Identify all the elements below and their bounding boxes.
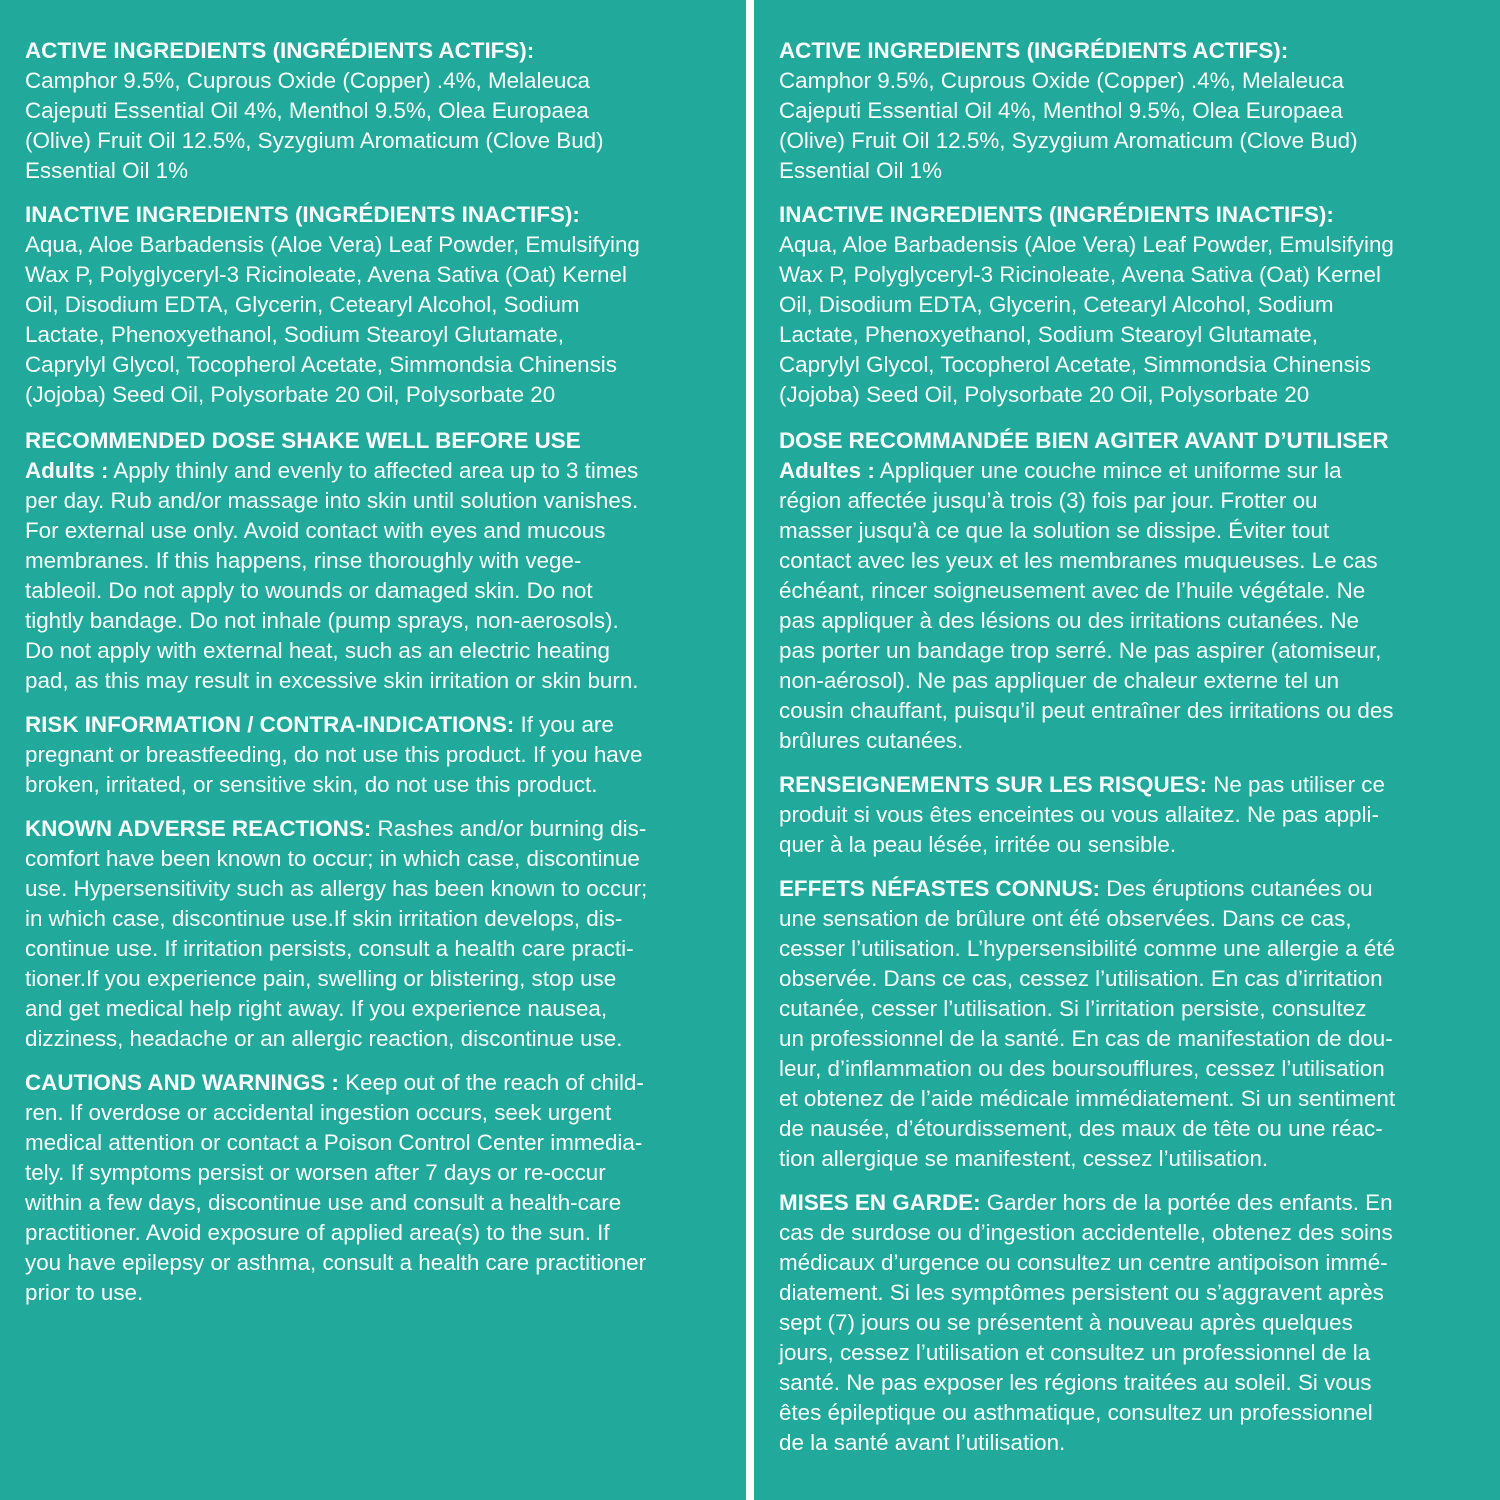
text-line: Wax P, Polyglyceryl-3 Ricinoleate, Avena Sativa (Oat) Kernel <box>779 262 1381 287</box>
section-heading: INACTIVE INGREDIENTS (INGRÉDIENTS INACTIFS): <box>779 202 1334 227</box>
text-line: dizziness, headache or an allergic reaction, discontinue use. <box>25 1026 623 1051</box>
risk-information-section <box>779 770 1476 860</box>
text-line: de la santé avant l’utilisation. <box>779 1430 1066 1455</box>
text-line: pregnant or breastfeeding, do not use this product. If you have <box>25 742 643 767</box>
text-line: Wax P, Polyglyceryl-3 Ricinoleate, Avena Sativa (Oat) Kernel <box>25 262 627 287</box>
text-line: pad, as this may result in excessive skin irritation or skin burn. <box>25 668 639 693</box>
text-line: diatement. Si les symptômes persistent ou s’aggravent après <box>779 1280 1384 1305</box>
text-line: brûlures cutanées. <box>779 728 964 753</box>
audience-label: Adultes : <box>779 458 875 483</box>
text-line: broken, irritated, or sensitive skin, do not use this product. <box>25 772 598 797</box>
text-line: une sensation de brûlure ont été observées. Dans ce cas, <box>779 906 1352 931</box>
text-line: ren. If overdose or accidental ingestion occurs, seek urgent <box>25 1100 612 1125</box>
section-heading: CAUTIONS AND WARNINGS : <box>25 1070 339 1095</box>
text-line: sept (7) jours ou se présentent à nouveau après quelques <box>779 1310 1353 1335</box>
section-heading: ACTIVE INGREDIENTS (INGRÉDIENTS ACTIFS): <box>779 38 1289 63</box>
english-column <box>0 0 746 1500</box>
text-line: (Jojoba) Seed Oil, Polysorbate 20 Oil, Polysorbate 20 <box>779 382 1310 407</box>
recommended-dose-section <box>779 426 1476 756</box>
text-line: practitioner. Avoid exposure of applied area(s) to the sun. If <box>25 1220 610 1245</box>
text-line: Camphor 9.5%, Cuprous Oxide (Copper) .4%, Melaleuca <box>779 68 1345 93</box>
text-line: masser jusqu’à ce que la solution se dissipe. Éviter tout <box>779 518 1330 543</box>
section-heading: INACTIVE INGREDIENTS (INGRÉDIENTS INACTIFS): <box>25 202 580 227</box>
text-line <box>779 770 1476 800</box>
text-line: jours, cessez l’utilisation et consultez un professionnel de la <box>779 1340 1371 1365</box>
text-line: medical attention or contact a Poison Control Center immedia- <box>25 1130 643 1155</box>
text-line <box>779 456 1476 486</box>
text-line: un professionnel de la santé. En cas de manifestation de dou- <box>779 1026 1393 1051</box>
text-line: Lactate, Phenoxyethanol, Sodium Stearoyl Glutamate, <box>25 322 564 347</box>
section-heading: KNOWN ADVERSE REACTIONS: <box>25 816 372 841</box>
text-line: Lactate, Phenoxyethanol, Sodium Stearoyl Glutamate, <box>779 322 1318 347</box>
text-line: contact avec les yeux et les membranes muqueuses. Le cas <box>779 548 1378 573</box>
text-line: tableoil. Do not apply to wounds or damaged skin. Do not <box>25 578 593 603</box>
section-heading: RISK INFORMATION / CONTRA-INDICATIONS: <box>25 712 515 737</box>
text-line: Cajeputi Essential Oil 4%, Menthol 9.5%, Olea Europaea <box>25 98 589 123</box>
text-line: et obtenez de l’aide médicale immédiatement. Si un sentiment <box>779 1086 1396 1111</box>
text-line: in which case, discontinue use.If skin irritation develops, dis- <box>25 906 623 931</box>
text-line: produit si vous êtes enceintes ou vous allaitez. Ne pas appli- <box>779 802 1379 827</box>
text-line: tioner.If you experience pain, swelling or blistering, stop use <box>25 966 617 991</box>
text-line <box>25 710 724 740</box>
text-line: Cajeputi Essential Oil 4%, Menthol 9.5%, Olea Europaea <box>779 98 1343 123</box>
section-heading: ACTIVE INGREDIENTS (INGRÉDIENTS ACTIFS): <box>25 38 535 63</box>
french-column <box>754 0 1500 1500</box>
text-line <box>779 874 1476 904</box>
text-line: you have epilepsy or asthma, consult a health care practitioner <box>25 1250 647 1275</box>
text-line: tion allergique se manifestent, cessez l’utilisation. <box>779 1146 1269 1171</box>
text-line: cousin chauffant, puisqu’il peut entraîner des irritations ou des <box>779 698 1394 723</box>
text-line <box>779 1188 1476 1218</box>
text-line <box>25 814 724 844</box>
text-line: région affectée jusqu’à trois (3) fois par jour. Frotter ou <box>779 488 1318 513</box>
adverse-reactions-section <box>25 814 724 1054</box>
text-line: pas porter un bandage trop serré. Ne pas aspirer (atomiseur, <box>779 638 1382 663</box>
text-line: observée. Dans ce cas, cessez l’utilisation. En cas d’irritation <box>779 966 1383 991</box>
section-heading: MISES EN GARDE: <box>779 1190 981 1215</box>
text-line: use. Hypersensitivity such as allergy has been known to occur; <box>25 876 648 901</box>
text-line: Aqua, Aloe Barbadensis (Aloe Vera) Leaf Powder, Emulsifying <box>25 232 640 257</box>
text-line: Oil, Disodium EDTA, Glycerin, Cetearyl Alcohol, Sodium <box>25 292 580 317</box>
text-run: Ne pas utiliser ce <box>1206 772 1385 797</box>
text-line: (Olive) Fruit Oil 12.5%, Syzygium Aromaticum (Clove Bud) <box>25 128 604 153</box>
audience-label: Adults : <box>25 458 109 483</box>
text-line: santé. Ne pas exposer les régions traitées au soleil. Si vous <box>779 1370 1372 1395</box>
cautions-warnings-section <box>779 1188 1476 1458</box>
text-line: continue use. If irritation persists, consult a health care practi- <box>25 936 634 961</box>
text-line: leur, d’inflammation ou des boursoufflures, cessez l’utilisation <box>779 1056 1385 1081</box>
active-ingredients-section <box>25 36 724 186</box>
text-line <box>25 456 724 486</box>
text-line: prior to use. <box>25 1280 144 1305</box>
text-line: Caprylyl Glycol, Tocopherol Acetate, Simmondsia Chinensis <box>25 352 617 377</box>
text-line: Camphor 9.5%, Cuprous Oxide (Copper) .4%, Melaleuca <box>25 68 591 93</box>
text-run: Apply thinly and evenly to affected area up to 3 times <box>108 458 639 483</box>
text-line: For external use only. Avoid contact with eyes and mucous <box>25 518 606 543</box>
cautions-warnings-section <box>25 1068 724 1308</box>
text-line: and get medical help right away. If you experience nausea, <box>25 996 608 1021</box>
inactive-ingredients-section <box>25 200 724 410</box>
text-run: Des éruptions cutanées ou <box>1099 876 1373 901</box>
text-run: If you are <box>514 712 614 737</box>
text-line: non-aérosol). Ne pas appliquer de chaleur externe tel un <box>779 668 1340 693</box>
text-line: Aqua, Aloe Barbadensis (Aloe Vera) Leaf Powder, Emulsifying <box>779 232 1394 257</box>
text-line: Oil, Disodium EDTA, Glycerin, Cetearyl Alcohol, Sodium <box>779 292 1334 317</box>
text-line: per day. Rub and/or massage into skin until solution vanishes. <box>25 488 639 513</box>
text-line: cas de surdose ou d’ingestion accidentelle, obtenez des soins <box>779 1220 1393 1245</box>
text-line: pas appliquer à des lésions ou des irritations cutanées. Ne <box>779 608 1360 633</box>
text-line: Essential Oil 1% <box>25 158 189 183</box>
text-line: tightly bandage. Do not inhale (pump sprays, non-aerosols). <box>25 608 619 633</box>
text-line: within a few days, discontinue use and consult a health-care <box>25 1190 622 1215</box>
section-heading: RENSEIGNEMENTS SUR LES RISQUES: <box>779 772 1207 797</box>
section-heading: EFFETS NÉFASTES CONNUS: <box>779 876 1100 901</box>
adverse-reactions-section <box>779 874 1476 1174</box>
text-line: membranes. If this happens, rinse thoroughly with vege- <box>25 548 582 573</box>
text-line: échéant, rincer soigneusement avec de l’huile végétale. Ne <box>779 578 1366 603</box>
text-line: médicaux d’urgence ou consultez un centre antipoison immé- <box>779 1250 1388 1275</box>
recommended-dose-section <box>25 426 724 696</box>
section-heading: RECOMMENDED DOSE SHAKE WELL BEFORE USE <box>25 428 581 453</box>
text-line: tely. If symptoms persist or worsen after 7 days or re-occur <box>25 1160 606 1185</box>
text-line: cutanée, cesser l’utilisation. Si l’irritation persiste, consultez <box>779 996 1367 1021</box>
text-line: cesser l’utilisation. L’hypersensibilité comme une allergie a été <box>779 936 1396 961</box>
text-line: Caprylyl Glycol, Tocopherol Acetate, Simmondsia Chinensis <box>779 352 1371 377</box>
text-line: quer à la peau lésée, irritée ou sensible. <box>779 832 1177 857</box>
column-divider <box>746 0 754 1500</box>
risk-information-section <box>25 710 724 800</box>
text-run: Appliquer une couche mince et uniforme sur la <box>874 458 1342 483</box>
text-line: êtes épileptique ou asthmatique, consultez un professionnel <box>779 1400 1373 1425</box>
text-line: Do not apply with external heat, such as an electric heating <box>25 638 610 663</box>
section-heading: DOSE RECOMMANDÉE BIEN AGITER AVANT D’UTILISER <box>779 428 1389 453</box>
text-run: Keep out of the reach of child- <box>338 1070 644 1095</box>
active-ingredients-section <box>779 36 1476 186</box>
inactive-ingredients-section <box>779 200 1476 410</box>
text-line: (Jojoba) Seed Oil, Polysorbate 20 Oil, Polysorbate 20 <box>25 382 556 407</box>
text-line: Essential Oil 1% <box>779 158 943 183</box>
text-line <box>25 1068 724 1098</box>
text-line: comfort have been known to occur; in which case, discontinue <box>25 846 640 871</box>
text-run: Garder hors de la portée des enfants. En <box>980 1190 1393 1215</box>
text-run: Rashes and/or burning dis- <box>371 816 647 841</box>
text-line: (Olive) Fruit Oil 12.5%, Syzygium Aromaticum (Clove Bud) <box>779 128 1358 153</box>
text-line: de nausée, d’étourdissement, des maux de tête ou une réac- <box>779 1116 1383 1141</box>
